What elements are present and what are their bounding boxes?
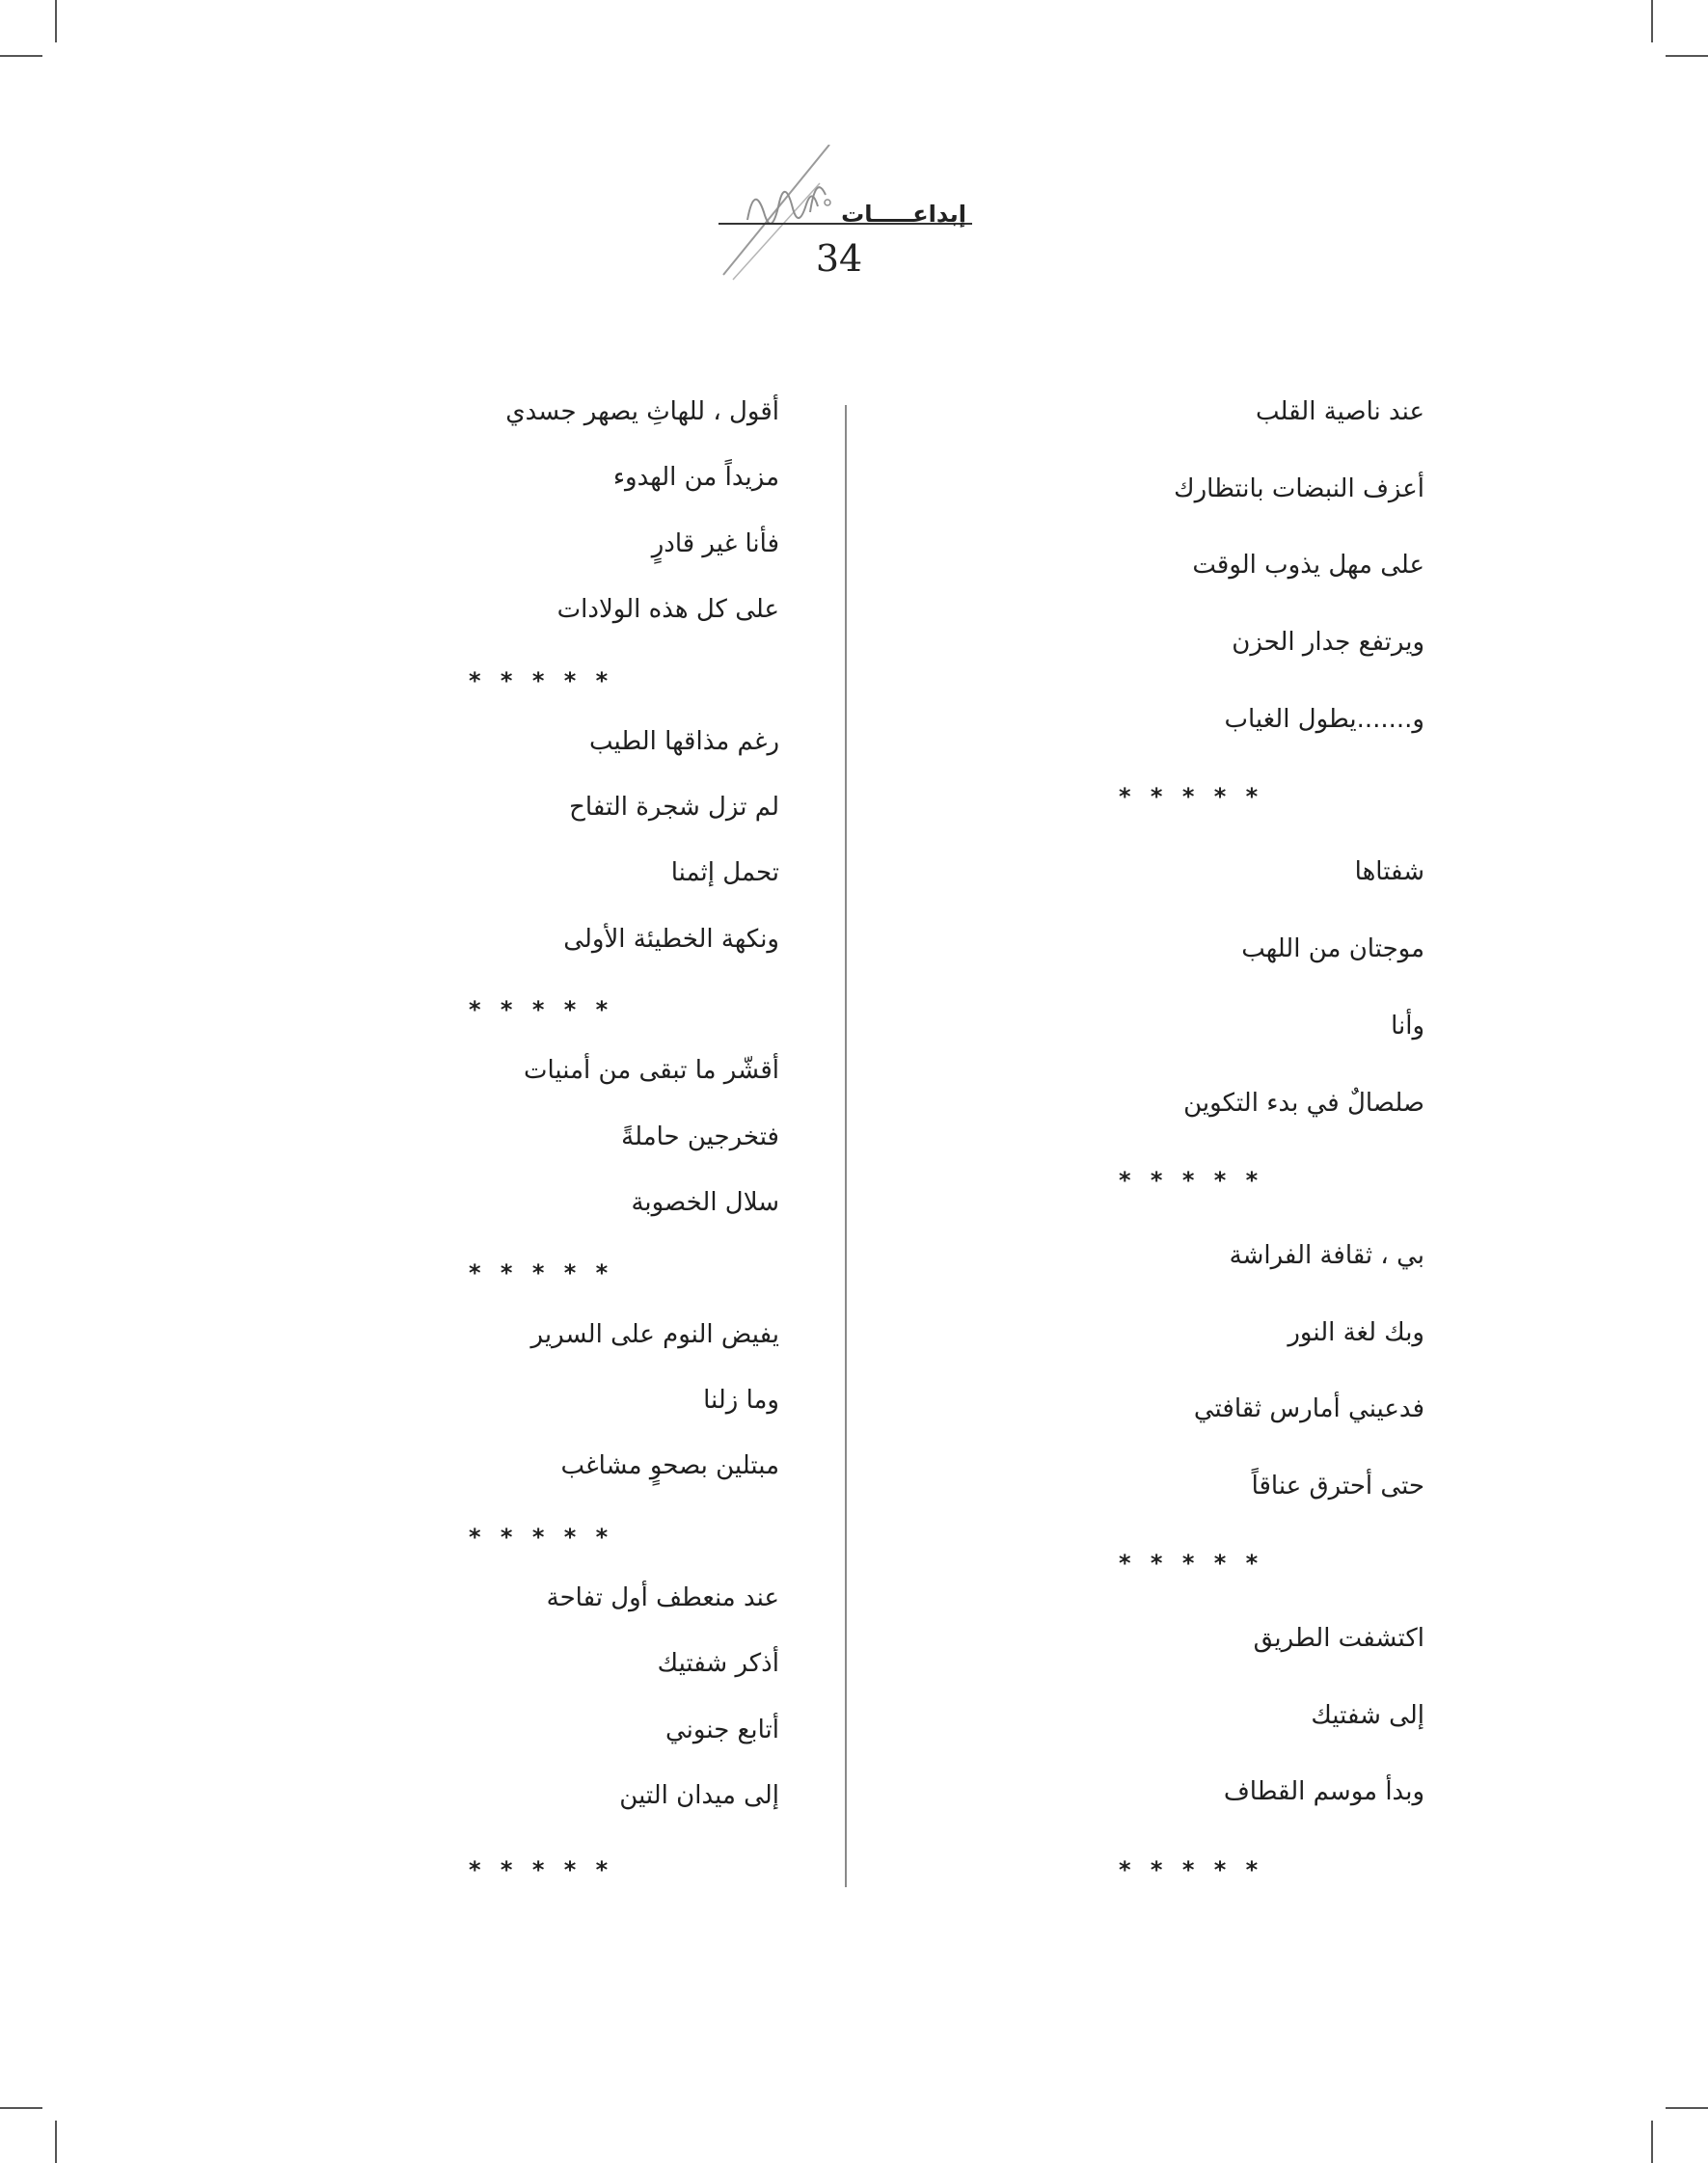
crop-mark [55,0,57,42]
section-separator: * * * * * [469,1259,614,1286]
poem-line: على مهل يذوب الوقت [1192,551,1424,580]
poem-line: مبتلين بصحوٍ مشاغب [560,1451,779,1480]
poem-line: لم تزل شجرة التفاح [569,793,779,822]
poem-line: وما زلنا [703,1386,779,1415]
section-separator: * * * * * [1119,1167,1264,1194]
section-separator: * * * * * [1119,1856,1264,1883]
poem-line: سلال الخصوبة [631,1188,779,1217]
poem-column-left [434,0,779,2163]
poem-line: على كل هذه الولادات [556,595,779,624]
poem-line: عند منعطف أول تفاحة [546,1583,779,1612]
section-separator: * * * * * [1119,783,1264,810]
poem-column-right [1003,0,1424,2163]
poem-line: وبك لغة النور [1288,1318,1424,1347]
section-separator: * * * * * [469,1524,614,1551]
poem-line: فتخرجين حاملةً [621,1122,779,1151]
poem-line: أذكر شفتيك [657,1649,779,1678]
poem-line: تحمل إثمنا [670,858,779,887]
poem-line: أعزف النبضات بانتظارك [1174,474,1424,503]
section-separator: * * * * * [1119,1550,1264,1577]
poem-line: مزيداً من الهدوء [612,463,779,492]
page-number: 34 [815,237,863,280]
crop-mark [0,2107,42,2109]
crop-mark [1666,55,1708,57]
column-divider [845,405,847,1887]
crop-mark [1651,2121,1653,2163]
poem-line: أتابع جنوني [665,1716,779,1744]
poem-line: اكتشفت الطريق [1253,1624,1424,1653]
crop-mark [0,55,42,57]
poem-line: شفتاها [1354,857,1424,886]
poem-line: بي ، ثقافة الفراشة [1229,1241,1424,1270]
section-separator: * * * * * [469,667,614,694]
poem-line: صلصالٌ في بدء التكوين [1183,1089,1424,1118]
poem-line: ونكهة الخطيئة الأولى [563,925,779,954]
poem-line: فأنا غير قادرٍ [651,529,779,558]
crop-mark [1651,0,1653,42]
poem-line: يفيض النوم على السرير [530,1320,779,1349]
section-separator: * * * * * [469,1856,614,1883]
poem-line: أقول ، للهاثِ يصهر جسدي [505,397,779,426]
section-title: إبداعـــــات [841,201,966,228]
section-separator: * * * * * [469,996,614,1023]
poem-line: موجتان من اللهب [1241,934,1424,963]
crop-mark [1666,2107,1708,2109]
poem-line: وأنا [1391,1012,1424,1041]
poem-line: حتى أحترق عناقاً [1251,1472,1424,1501]
poem-line: رغم مذاقها الطيب [589,727,779,756]
poem-line: فدعيني أمارس ثقافتي [1193,1394,1424,1423]
crop-mark [55,2121,57,2163]
poem-line: و.......يطول الغياب [1224,705,1424,734]
poem-line: عند ناصية القلب [1256,397,1424,426]
poem-line: وبدأ موسم القطاف [1223,1777,1424,1806]
poem-line: أقشّر ما تبقى من أمنيات [524,1056,779,1085]
poem-line: ويرتفع جدار الحزن [1232,628,1424,657]
poem-line: إلى شفتيك [1311,1701,1424,1730]
poem-line: إلى ميدان التين [619,1781,779,1810]
